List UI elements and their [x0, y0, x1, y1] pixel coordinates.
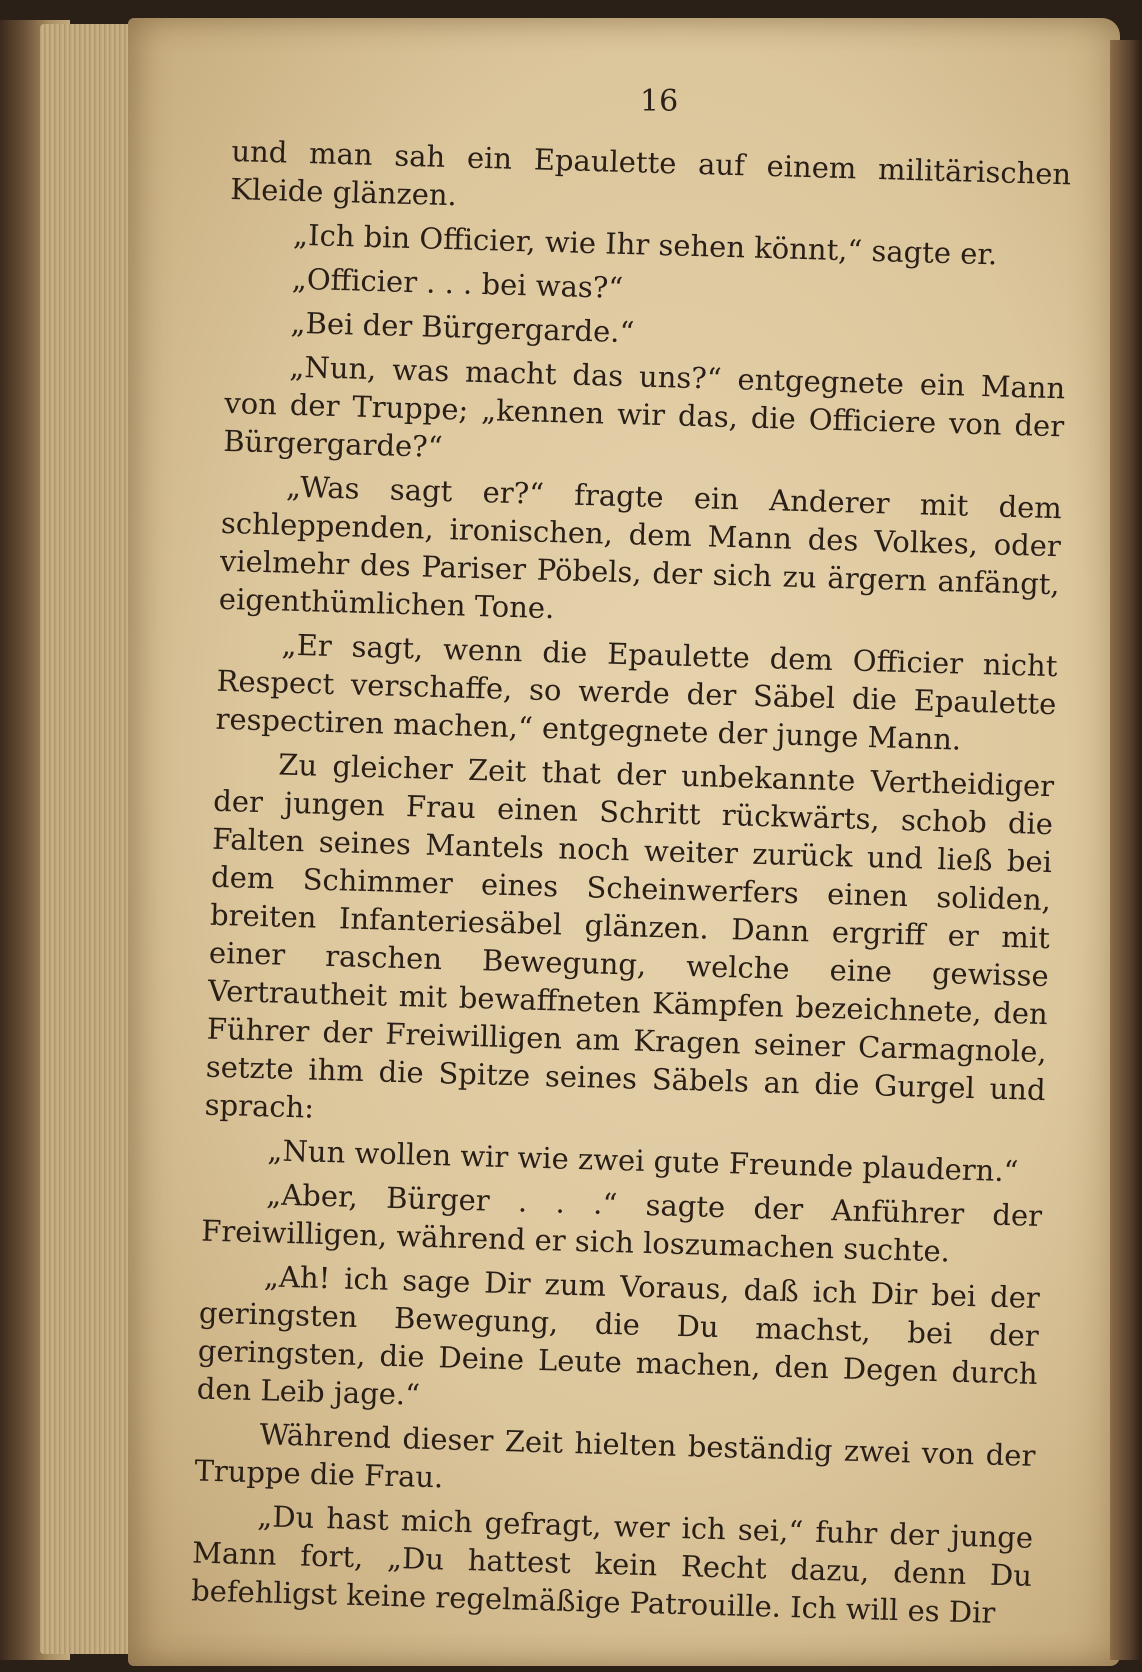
paragraph: „Was sagt er?“ fragte ein Anderer mit dem schleppenden, ironischen, dem Mann des Volkes, oder vielmehr des Pariser Pöbels, der sich zu ärgern anfängt, eigenthümlichen Tone. — [218, 469, 1063, 626]
paragraph: Zu gleicher Zeit that der unbekannte Vertheidiger der jungen Frau einen Schritt rückwärts, schob die Falten seines Mantels noch weiter zurück und ließ bei dem Schimmer eines Scheinwerfers einen soliden, breiten Infanteriesäbel glänzen. Dann ergriff er mit einer raschen Bewegung, welche eine gewisse Vertrautheit mit bewaffneten Kämpfen bezeichnete, den Führer der Freiwilligen am Kragen seiner Carmagnole, setzte ihm die Spitze seines Säbels an die Gurgel und sprach: — [204, 747, 1055, 1125]
page-text — [191, 132, 1072, 1639]
paragraph: „Nun wollen wir wie zwei gute Freunde plaudern.“ — [267, 1133, 1019, 1189]
paragraph: „Officier . . . bei was?“ — [291, 261, 624, 305]
paragraph: und man sah ein Epaulette auf einem militärischen Kleide glänzen. — [229, 133, 1072, 213]
paragraph: „Er sagt, wenn die Epaulette dem Officier nicht Respect verschaffe, so werde der Säbel die Epaulette respectiren machen,“ entgegnete der junge Mann. — [215, 627, 1058, 757]
page-stack-edge — [40, 24, 140, 1654]
paragraph: „Du hast mich gefragt, wer ich sei,“ fuhr der junge Mann fort, „Du hattest kein Recht dazu, denn Du befehligst keine regelmäßige Patrouille. Ich will es Dir — [190, 1499, 1034, 1630]
paragraph: „Nun, was macht das uns?“ entgegnete ein Mann von der Truppe; „kennen wir das, die Officiere von der Bürgergarde?“ — [222, 349, 1066, 464]
paragraph: Während dieser Zeit hielten beständig zwei von der Truppe die Frau. — [194, 1417, 1036, 1495]
page-right-edge — [1110, 40, 1142, 1660]
paragraph: „Ich bin Officier, wie Ihr sehen könnt,“ sagte er. — [292, 217, 998, 272]
paragraph: „Ah! ich sage Dir zum Voraus, daß ich Dir bei der geringsten Bewegung, die Du machst, bei der geringsten, die Deine Leute machen, den Degen durch den Leib jage.“ — [196, 1259, 1041, 1412]
paragraph: „Bei der Bürgergarde.“ — [290, 305, 635, 350]
paragraph: „Aber, Bürger . . .“ sagte der Anführer der Freiwilligen, während er sich loszumachen suchte. — [200, 1177, 1043, 1269]
page-number: 16 — [640, 84, 679, 119]
